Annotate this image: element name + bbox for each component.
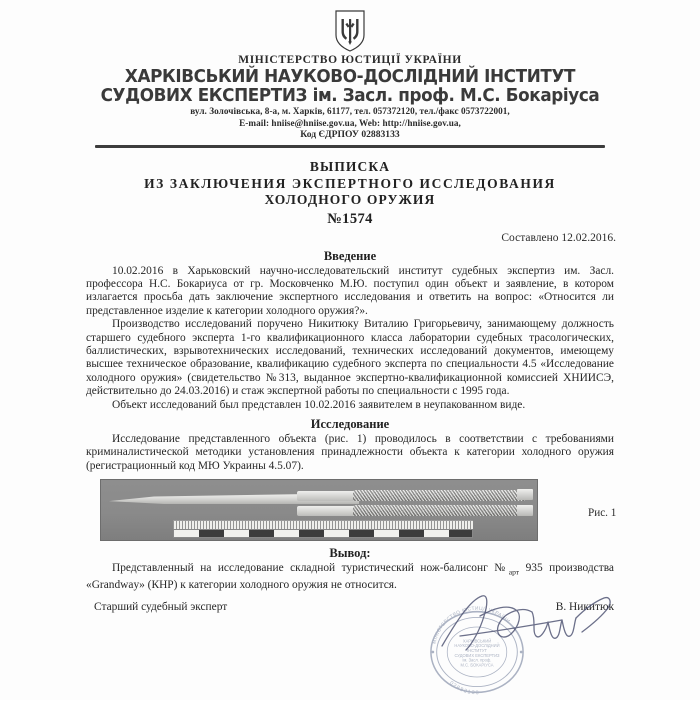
svg-text:ім. Засл. проф.: ім. Засл. проф. bbox=[462, 657, 492, 663]
conclusion-text-part-1: Представленный на исследование складной туристический нож-балисонг № bbox=[112, 562, 509, 575]
ukraine-tryzub-coat-of-arms-icon bbox=[333, 10, 367, 52]
round-official-seal-icon bbox=[418, 604, 536, 700]
introduction-paragraph-1: 10.02.2016 в Харьковский научно-исследовательский институт судебных экспертиз им. Засл. профессора Н.С. Бокариуса от гр. Московченко М.Ю. поступил один объект и заявление, в котором излагается просьба дать заключение экспертного исследования и ответить на вопрос: «Относится ли представленное изделие к категории холодного оружия?». bbox=[86, 264, 614, 317]
introduction-paragraph-2: Производство исследований поручено Никитюку Виталию Григорьевичу, занимающему должность старшего судебного эксперта 1-го квалификационного класса лаборатории судебных трасологических, баллистических, взрывотехнических исследований, технических исследований документов, имеющему высшее техническое образование, квалификацию судебного эксперта по специальности 4.5 «Исследование холодного оружия» (свидетельство №313, выданное экспертно-квалификационной комиссией ХНИИСЭ, действительно до 24.03.2016) и стаж экспертной работы по специальности с 1995 года. bbox=[86, 318, 614, 398]
title-line-2: ИЗ ЗАКЛЮЧЕНИЯ ЭКСПЕРТНОГО ИССЛЕДОВАНИЯ bbox=[144, 175, 556, 191]
institute-email-web: E-mail: hniise@hniise.gov.ua, Web: http://hniise.gov.ua, bbox=[239, 117, 461, 128]
title-line-1: ВЫПИСКА bbox=[309, 159, 391, 174]
institute-name-line-1: ХАРКІВСЬКИЙ НАУКОВО-ДОСЛІДНИЙ ІНСТИТУТ bbox=[124, 67, 576, 87]
signatory-role: Старший судебный эксперт bbox=[94, 601, 228, 614]
scale-checkerboard bbox=[173, 529, 473, 538]
compiled-date: Составлено 12.02.2016. bbox=[501, 231, 616, 244]
research-paragraph-1: Исследование представленного объекта (рис. 1) проводилось в соответствии с требованиями криминалистической методики установления принадлежности объекта к категории холодного оружия (регистрационный код МЮ Украины 4.5.07). bbox=[86, 432, 614, 472]
svg-text:ІНСТИТУТ: ІНСТИТУТ bbox=[466, 648, 488, 654]
conclusion-heading: Вывод: bbox=[329, 546, 371, 561]
document-title bbox=[0, 159, 700, 209]
conclusion-article-subscript: арт bbox=[508, 567, 520, 577]
title-line-3: ХОЛОДНОГО ОРУЖИЯ bbox=[264, 192, 436, 207]
letterhead bbox=[0, 0, 700, 148]
introduction-heading: Введение bbox=[323, 248, 377, 263]
signature-block bbox=[86, 601, 614, 697]
introduction-paragraph-3: Объект исследований был представлен 10.02.2016 заявителем в неупакованном виде. bbox=[112, 398, 526, 411]
figure-block bbox=[0, 479, 700, 541]
institute-address: вул. Золочівська, 8-а, м. Харків, 61177, тел. 057372120, тел./факс 0573722001, bbox=[190, 106, 510, 116]
knife-pivot-upper bbox=[297, 491, 359, 501]
document-number: №1574 bbox=[327, 210, 373, 227]
research-section bbox=[86, 417, 614, 473]
letterhead-divider bbox=[95, 145, 605, 148]
signatory-name: В. Никитюк bbox=[555, 601, 614, 614]
knife-handle-cap-lower bbox=[517, 505, 533, 516]
svg-text:СУДОВИХ ЕКСПЕРТИЗ: СУДОВИХ ЕКСПЕРТИЗ bbox=[454, 653, 500, 659]
conclusion-text-part-2: 935 производства «Grandway» (КНР) к категории холодного оружия не относится. bbox=[86, 562, 614, 591]
introduction-section bbox=[86, 249, 614, 412]
knife-handle-lower bbox=[353, 505, 525, 516]
svg-text:НАУКОВО-ДОСЛІДНИЙ: НАУКОВО-ДОСЛІДНИЙ bbox=[454, 643, 500, 649]
knife-handle-cap-upper bbox=[517, 489, 533, 500]
conclusion-section bbox=[86, 546, 614, 592]
svg-text:ХАРКІВСЬКИЙ: ХАРКІВСЬКИЙ bbox=[462, 638, 492, 644]
balisong-knife-photograph bbox=[100, 479, 538, 541]
figure-caption: Рис. 1 bbox=[588, 507, 617, 520]
seal-and-signature bbox=[336, 596, 566, 706]
svg-text:МІНІСТЕРСТВО ЮСТИЦІЇ УКРАЇНИ: МІНІСТЕРСТВО ЮСТИЦІЇ УКРАЇНИ bbox=[431, 606, 512, 645]
svg-text:М.С. БОКАРІУСА: М.С. БОКАРІУСА bbox=[460, 662, 494, 668]
institute-registry-code: Код ЄДРПОУ 02883133 bbox=[300, 129, 400, 140]
svg-text:02883133: 02883133 bbox=[448, 680, 480, 697]
research-heading: Исследование bbox=[310, 416, 390, 431]
conclusion-paragraph bbox=[86, 562, 614, 592]
knife-pivot-lower bbox=[297, 506, 359, 516]
institute-name-line-2: СУДОВИХ ЕКСПЕРТИЗ ім. Засл. проф. М.С. Бокаріуса bbox=[100, 86, 600, 106]
ministry-name: МІНІСТЕРСТВО ЮСТИЦІЇ УКРАЇНИ bbox=[238, 54, 462, 66]
knife-handle-upper bbox=[353, 490, 525, 501]
